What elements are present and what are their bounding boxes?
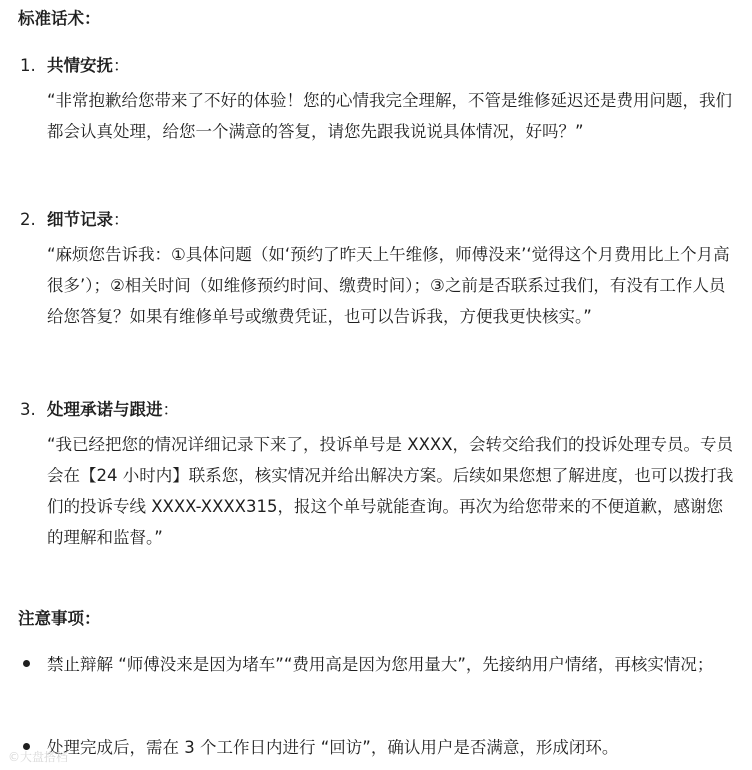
item-title-colon: ：: [162, 400, 179, 419]
item-title: [47, 207, 130, 233]
note-text: 处理完成后，需在 3 个工作日内进行 “回访”，确认用户是否满意，形成闭环。: [47, 738, 619, 757]
item-number: 2.: [20, 210, 36, 229]
notes-heading: 注意事项：: [18, 609, 101, 628]
standard-script-heading: 标准话术：: [18, 9, 101, 28]
bullet-dot-icon: [23, 660, 30, 667]
watermark: ©大盘搭档: [8, 750, 69, 764]
item-title-colon: ：: [113, 210, 130, 229]
item-title-text: 共情安抚: [47, 56, 113, 75]
item-title: [47, 397, 179, 423]
item-title-text: 处理承诺与跟进: [47, 400, 163, 419]
item-title: [47, 53, 130, 79]
item-number: 3.: [20, 400, 36, 419]
note-text: 禁止辩解 “师傅没来是因为堵车”“费用高是因为您用量大”，先接纳用户情绪，再核实情况；: [47, 655, 714, 674]
item-body: “我已经把您的情况详细记录下来了，投诉单号是 XXXX，会转交给我们的投诉处理专员。专员会在【24 小时内】联系您，核实情况并给出解决方案。后续如果您想了解进度，也可以拨打我们的投诉专线 XXXX-XXXX315，报这个单号就能查询。再次为给您带来的不便道歉，感谢您的理解和监督。”: [47, 435, 734, 547]
item-number: 1.: [20, 56, 36, 75]
item-title-text: 细节记录: [47, 210, 113, 229]
item-body: “麻烦您告诉我：①具体问题（如‘预约了昨天上午维修，师傅没来’‘觉得这个月费用比上个月高很多’）；②相关时间（如维修预约时间、缴费时间）；③之前是否联系过我们，有没有工作人员给您答复？如果有维修单号或缴费凭证，也可以告诉我，方便我更快核实。”: [47, 245, 730, 326]
item-title-colon: ：: [113, 56, 130, 75]
item-body: “非常抱歉给您带来了不好的体验！您的心情我完全理解，不管是维修延迟还是费用问题，我们都会认真处理，给您一个满意的答复，请您先跟我说说具体情况，好吗？”: [47, 91, 733, 141]
